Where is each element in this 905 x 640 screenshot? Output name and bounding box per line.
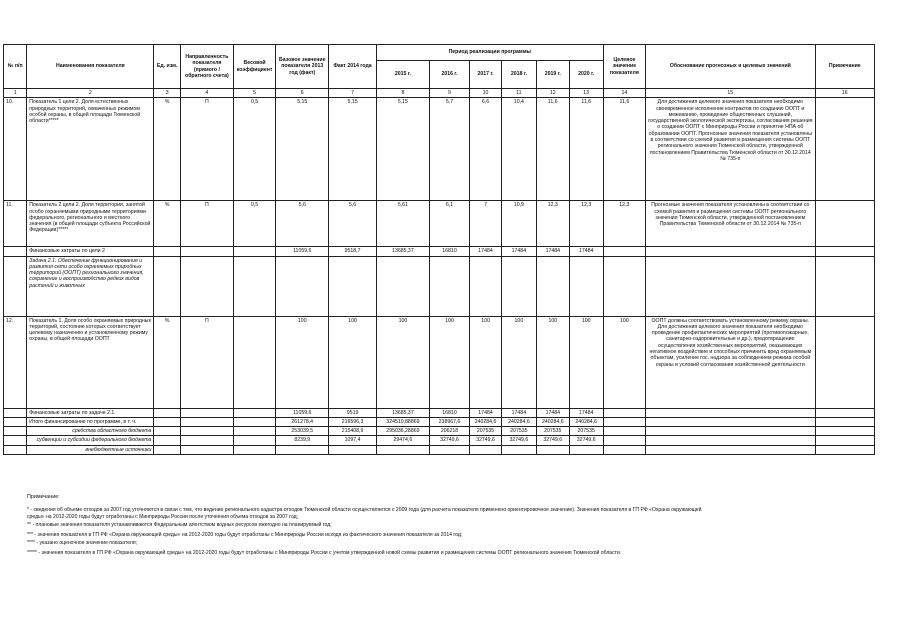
- col-number: 5: [233, 89, 275, 98]
- table-row-regional-budget: [4, 427, 875, 436]
- table-row-indicator-12: [4, 316, 875, 408]
- col-number: 6: [276, 89, 329, 98]
- year-value: 207535: [501, 427, 536, 436]
- indicators-table: [3, 44, 875, 455]
- note-line: **** - указано оценочное значение показателя;: [27, 539, 138, 546]
- year-value: 295036,28869: [376, 427, 429, 436]
- year-value: 6,1: [429, 201, 469, 247]
- fact-cell: 9519: [329, 408, 377, 417]
- table-row-indicator-11: [4, 201, 875, 247]
- indicator-name: Показатель 1 цели 2. Доля естественных природных территорий, охваченных режимом особой охраны, в общей площади Тюменской области*****: [27, 98, 154, 201]
- year-value: 240284,6: [536, 417, 569, 426]
- year-value: 6,6: [470, 98, 502, 201]
- year-value: 240284,6: [501, 417, 536, 426]
- col-number: 2: [27, 89, 154, 98]
- unit-cell: %: [154, 98, 180, 201]
- header-year: 2017 г.: [470, 61, 502, 89]
- unit-cell: %: [154, 201, 180, 247]
- col-number: 9: [429, 89, 469, 98]
- year-value: 5,15: [376, 98, 429, 201]
- year-value: 240284,6: [569, 417, 603, 426]
- col-number: 11: [501, 89, 536, 98]
- year-value: 240284,6: [470, 417, 502, 426]
- year-value: 16810: [429, 247, 469, 256]
- col-number: 16: [815, 89, 874, 98]
- base-cell: 11059,6: [276, 408, 329, 417]
- year-value: 324510,88869: [376, 417, 429, 426]
- fact-cell: 100: [329, 316, 377, 408]
- table-row-finance-task: [4, 408, 875, 417]
- fact-cell: 1097,4: [329, 436, 377, 445]
- note-cell: [815, 201, 874, 247]
- year-value: 16810: [429, 408, 469, 417]
- header-year: 2018 г.: [501, 61, 536, 89]
- header-year: 2019 г.: [536, 61, 569, 89]
- table-row-federal-budget: [4, 436, 875, 445]
- note-line: ***** - значения показателя в ГП РФ «Охрана окружающей среды» на 2012-2020 годы будут отработаны с Минприроды России с учетом утвержденной новой схемы развития и размещения системы ООПТ регионального значения Тюменской области.: [27, 550, 622, 556]
- fact-cell: 5,6: [329, 201, 377, 247]
- note-cell: [815, 316, 874, 408]
- year-value: 206218: [429, 427, 469, 436]
- header-year: 2015 г.: [376, 61, 429, 89]
- source-label: средства областного бюджета: [27, 427, 154, 436]
- year-value: 32749,6: [429, 436, 469, 445]
- year-value: 100: [429, 316, 469, 408]
- year-value: 32749,6: [569, 436, 603, 445]
- weight-cell: [233, 316, 275, 408]
- indicator-name: Показатель 1. Доля особо охраняемых природных территорий, состояние которых соответствует целевому назначению и установленному режиму охраны, в общей площади ООПТ: [27, 316, 154, 408]
- year-value: 207535: [536, 427, 569, 436]
- year-value: 238967,6: [429, 417, 469, 426]
- year-value: 17484: [470, 408, 502, 417]
- year-value: 5,61: [376, 201, 429, 247]
- col-number: 8: [376, 89, 429, 98]
- fact-cell: 9518,7: [329, 247, 377, 256]
- table-row-extra-budget: [4, 445, 875, 454]
- base-cell: 8239,9: [276, 436, 329, 445]
- year-value: 100: [536, 316, 569, 408]
- year-value: 32749,6: [470, 436, 502, 445]
- base-cell: 5,6: [276, 201, 329, 247]
- header-justification: Обоснование прогнозных и целевых значений: [646, 45, 816, 89]
- header-row: [4, 45, 875, 61]
- table-row-indicator-10: [4, 98, 875, 201]
- target-cell: 12,3: [603, 201, 645, 247]
- year-value: 100: [501, 316, 536, 408]
- base-cell: 261278,4: [276, 417, 329, 426]
- year-value: 29474,6: [376, 436, 429, 445]
- header-fact2014: Факт 2014 года: [329, 45, 377, 89]
- table-row-task-2-1: [4, 256, 875, 316]
- justification-cell: Прогнозные значения показателя установлены в соответствии со схемой развития и размещения системы ООПТ регионального значения Тюменской области, утвержденной постановлением Правительства Тюменской области от 30.12.2014 № 735-п: [646, 201, 816, 247]
- year-value: 207535: [569, 427, 603, 436]
- fact-cell: 215408,9: [329, 427, 377, 436]
- year-value: 17484: [569, 247, 603, 256]
- weight-cell: 0,5: [233, 201, 275, 247]
- year-value: 207535: [470, 427, 502, 436]
- row-number: 12.: [4, 316, 27, 408]
- unit-cell: %: [154, 316, 180, 408]
- header-unit: Ед. изм.: [154, 45, 180, 89]
- notes-block: [27, 492, 887, 559]
- col-number: 10: [470, 89, 502, 98]
- fact-cell: 216596,3: [329, 417, 377, 426]
- header-direction: Направленность показателя (прямого / обратного счета): [180, 45, 233, 89]
- year-value: 11,6: [569, 98, 603, 201]
- year-value: 12,3: [536, 201, 569, 247]
- source-label: внебюджетные источники: [27, 445, 154, 454]
- row-number: 11.: [4, 201, 27, 247]
- weight-cell: 0,5: [233, 98, 275, 201]
- base-cell: 253039,5: [276, 427, 329, 436]
- year-value: 17484: [501, 247, 536, 256]
- year-value: 12,3: [569, 201, 603, 247]
- total-label: Итого финансирование по программе, в т. ч.: [27, 417, 154, 426]
- col-number: 4: [180, 89, 233, 98]
- header-no: № п/п: [4, 45, 27, 89]
- indicator-name: Показатель 2 цели 2. Доля территории, занятой особо охраняемыми природными территориями федерального, регионального и местного значения (в общей площади субъекта Российской Федерации)*****: [27, 201, 154, 247]
- direction-cell: П: [180, 98, 233, 201]
- year-value: 17484: [536, 247, 569, 256]
- direction-cell: П: [180, 201, 233, 247]
- column-numbers-row: [4, 89, 875, 98]
- year-value: 100: [470, 316, 502, 408]
- direction-cell: П: [180, 316, 233, 408]
- col-number: 12: [536, 89, 569, 98]
- col-number: 1: [4, 89, 27, 98]
- year-value: 10,4: [501, 98, 536, 201]
- note-line: *** - значения показателя в ГП РФ «Охрана окружающей среды» на 2012-2020 годы будут отработаны с Минприроды России исходя из фактического значения показателя за 2014 год;: [27, 532, 463, 538]
- year-value: 10,9: [501, 201, 536, 247]
- year-value: 32749,6: [536, 436, 569, 445]
- header-year: 2016 г.: [429, 61, 469, 89]
- col-number: 13: [569, 89, 603, 98]
- header-period: Период реализации программы: [376, 45, 603, 61]
- note-line: среды» на 2012-2020 годы будут отработаны с Минприроды России после уточнения объема отходов за 2007 год;: [27, 514, 299, 520]
- year-value: 7: [470, 201, 502, 247]
- target-cell: 11,6: [603, 98, 645, 201]
- header-note: Примечание: [815, 45, 874, 89]
- year-value: 32749,6: [501, 436, 536, 445]
- table-row-total: [4, 417, 875, 426]
- fact-cell: 5,15: [329, 98, 377, 201]
- year-value: 11,6: [536, 98, 569, 201]
- note-line: * - сведения об объеме отходов за 2007 год уточняются в связи с тем, что ведение регионального кадастра отходов Тюменской области осуществляется с 2009 года (для расчета показателя применено ориентировочное значение). Значения показателя в ГП РФ «Охрана окружающей: [27, 506, 702, 513]
- base-cell: 5,15: [276, 98, 329, 201]
- year-value: 100: [569, 316, 603, 408]
- justification-cell: Для достижения целевого значения показателя необходимо своевременное исполнение контрактов по созданию ООПТ и межеванию, проведение общественных слушаний, государственной экологической экспертизы, согласования решения о создании ООПТ с Минприроды России и принятие НПА об образовании ООПТ. Прогнозные значения показателя установлены в соответствии со схемой развития и размещения системы ООПТ регионального значения Тюменской области, утвержденной постановлением Правительства Тюменской области от 30.12.2014 № 735-п: [646, 98, 816, 201]
- row-number: 10.: [4, 98, 27, 201]
- note-line: ** - плановые значения показателя устанавливаются Федеральным агентством водных ресурсов ежегодно на планируемый год;: [27, 521, 332, 528]
- header-target: Целевое значение показателя: [603, 45, 645, 89]
- col-number: 14: [603, 89, 645, 98]
- header-year: 2020 г.: [569, 61, 603, 89]
- target-cell: 100: [603, 316, 645, 408]
- year-value: 17484: [536, 408, 569, 417]
- header-name: Наименования показателя: [27, 45, 154, 89]
- note-cell: [815, 98, 874, 201]
- task-label: Задача 2.1. Обеспечение функционирования и развития сети особо охраняемых природных территорий (ООПТ) регионального значения, сохранение и воспроизводство редких видов растений и животных: [27, 256, 154, 316]
- finance-label: Финансовые затраты по цели 2: [27, 247, 154, 256]
- base-cell: 11059,6: [276, 247, 329, 256]
- year-value: 17484: [501, 408, 536, 417]
- col-number: 15: [646, 89, 816, 98]
- justification-cell: ООПТ должны соответствовать установленному режиму охраны. Для достижения целевого значения показателя необходимо проведение профилактических мероприятий (противопожарные, санитарно-оздоровительные и др.), предотвращение осуществления хозяйственных мероприятий, оказывающих негативное воздействие и способных причинить вред охраняемым объектам, усиление гос. надзора за соблюдением режима особой охраны и условий согласования хозяйственной деятельности: [646, 316, 816, 408]
- table-row-finance-goal-2: [4, 247, 875, 256]
- year-value: 17484: [470, 247, 502, 256]
- base-cell: 100: [276, 316, 329, 408]
- notes-title: Примечание:: [27, 494, 60, 500]
- year-value: 13685,37: [376, 408, 429, 417]
- year-value: 100: [376, 316, 429, 408]
- header-weight: Весовой коэффициент: [233, 45, 275, 89]
- header-base: Базовое значение показателя 2013 год (факт): [276, 45, 329, 89]
- col-number: 3: [154, 89, 180, 98]
- source-label: субвенции и субсидии федерального бюджета: [27, 436, 154, 445]
- year-value: 17484: [569, 408, 603, 417]
- year-value: 5,7: [429, 98, 469, 201]
- col-number: 7: [329, 89, 377, 98]
- year-value: 13685,37: [376, 247, 429, 256]
- finance-label: Финансовые затраты по задаче 2.1.: [27, 408, 154, 417]
